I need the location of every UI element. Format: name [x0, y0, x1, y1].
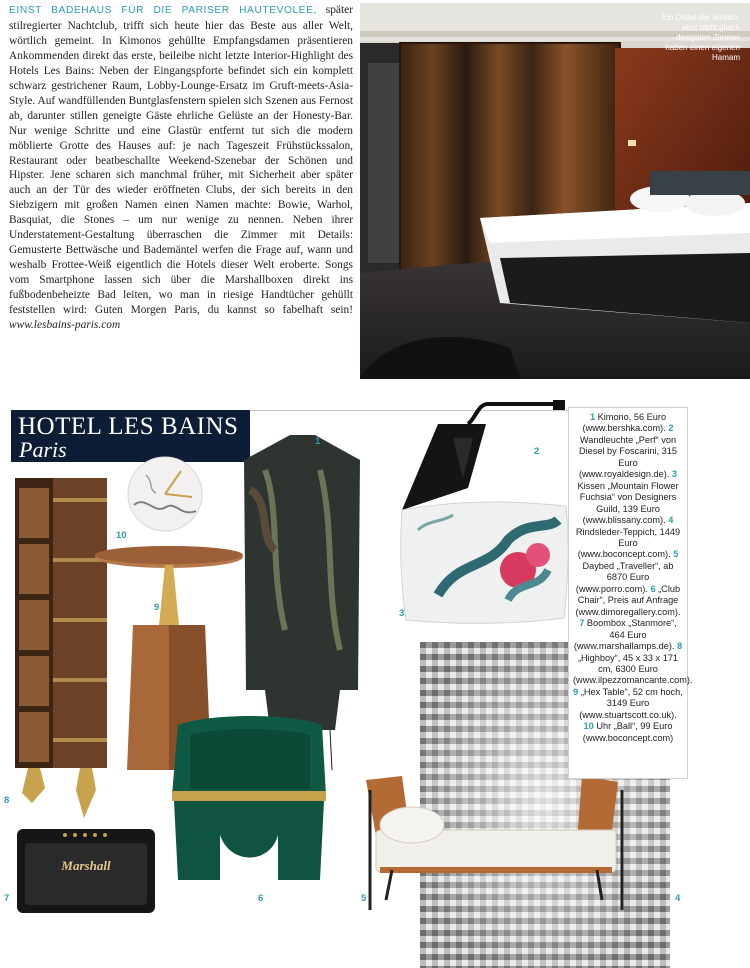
hotel-city: Paris	[19, 437, 67, 462]
credit-text: Rindsleder-Teppich, 1449 Euro (www.boconcept.com).	[575, 526, 681, 560]
credit-number: 10	[583, 721, 594, 732]
product-label-6: 6	[258, 893, 264, 904]
credit-number: 9	[573, 686, 579, 697]
credit-text: Boombox „Stanmore“, 464 Euro (www.marshallamps.de).	[573, 618, 677, 652]
hotel-room-photo	[360, 3, 750, 379]
credit-number: 8	[677, 641, 683, 652]
product-label-3: 3	[399, 608, 405, 619]
product-label-8: 8	[4, 795, 10, 806]
product-label-9: 9	[154, 602, 160, 613]
product-label-4: 4	[675, 893, 681, 904]
product-label-1: 1	[315, 436, 321, 447]
credit-text: Uhr „Ball“, 99 Euro (www.boconcept.com)	[582, 721, 674, 743]
daybed-illustration	[362, 770, 630, 920]
cushion-illustration	[398, 500, 570, 625]
credit-text: Kissen „Mountain Flower Fuchsia“ von Designers Guild, 139 Euro (www.blissany.com).	[577, 480, 679, 526]
credit-number: 7	[579, 618, 585, 629]
photo-caption: Ein Drittel der ähnlich, aber nicht gleich designten Zimmer haben einen eigenen Hamam	[661, 13, 740, 62]
credit-text: „Club Chair“, Preis auf Anfrage (www.dimoregallery.com).	[575, 583, 681, 617]
credit-number: 6	[650, 583, 656, 594]
credit-number: 3	[671, 469, 678, 480]
article-body: später stilregierter Nachtclub, trifft sich heute hier das Beste aus aller Welt, wörtlich gemeint. In Kimonos gehüllte Empfangsdamen präsentieren Ankommenden direkt das erste, beileibe nicht letzte Interior-Highlight des Hotels Les Bains: Neben der Eingangspforte befindet sich ein komplett schwarz gestrichener Raum, Lobby-Lounge-Ersatz im Gruft-meets-Asia-Style. Auf wandfüllenden Buntglasfenstern spielen sich Szenen aus Fernost ab, darunter stillen geneigte Gäste ehrliche Gelüste an der Honesty-Bar. Nur wenige Schritte und eine Glastür entfernt tut sich die modern möblierte Grotte des Hauses auf: je nach Tageszeit Frühstückssalon, Restaurant oder beatbeschallte Weekend-Szenebar der Schönen und Hipster. Jene scharen sich manchmal früher, mit Sicherheit aber später auch an der Tür des wieder eröffneten Clubs, der sich bereits in den Siebzigern mit großen Namen einen Namen machte: Bowie, Warhol, Basquiat, die Stones – um nur wenige zu nennen. Neben ihrer Understatement-Gestaltung überraschen die Zimmer mit Details: Gemusterte Bettwäsche und Bademäntel werfen die Frage auf, wann und weshalb Frottee-Weiß eigentlich die Hotels dieser Welt eroberte. Songs vom Smartphone lassen sich über die Marshallboxen direkt ins fußbodenbeheizte Bad leiten, wo man in riesige Handtücher gehüllt feststellen wird: Guten Morgen Paris, du kannst so fabelhaft sein!	[9, 4, 353, 317]
product-label-7: 7	[4, 893, 10, 904]
product-credits	[568, 407, 693, 779]
credit-text: Kimono, 56 Euro (www.bershka.com).	[582, 412, 667, 434]
wall-lamp-illustration	[398, 398, 568, 513]
product-label-2: 2	[534, 446, 540, 457]
article-text	[9, 3, 353, 333]
marshall-logo: Marshall	[61, 858, 111, 873]
credit-text: „Hex Table“, 52 cm hoch, 3149 Euro (www.stuartscott.co.uk).	[579, 686, 683, 720]
hotel-title: HOTEL LES BAINS	[18, 413, 239, 440]
product-label-10: 10	[116, 530, 127, 541]
credit-text: Daybed „Traveller“, ab 6870 Euro (www.porro.com).	[575, 560, 674, 594]
club-chair-illustration	[170, 715, 328, 895]
credit-text: „Highboy“, 45 x 33 x 171 cm, 6300 Euro (www.ilpezzomancante.com).	[573, 652, 693, 686]
credit-number: 5	[673, 549, 679, 560]
ball-clock-illustration	[126, 455, 204, 533]
product-label-5: 5	[361, 893, 367, 904]
credit-number: 4	[668, 515, 674, 526]
article-lead: EINST BADEHAUS FÜR DIE PARISER HAUTEVOLEE,	[9, 5, 318, 16]
credit-number: 1	[589, 412, 596, 422]
credit-number: 2	[668, 423, 674, 434]
article-url: www.lesbains-paris.com	[9, 319, 121, 332]
credit-text: Wandleuchte „Perf“ von Diesel by Foscarini, 315 Euro (www.royaldesign.de).	[578, 434, 678, 480]
